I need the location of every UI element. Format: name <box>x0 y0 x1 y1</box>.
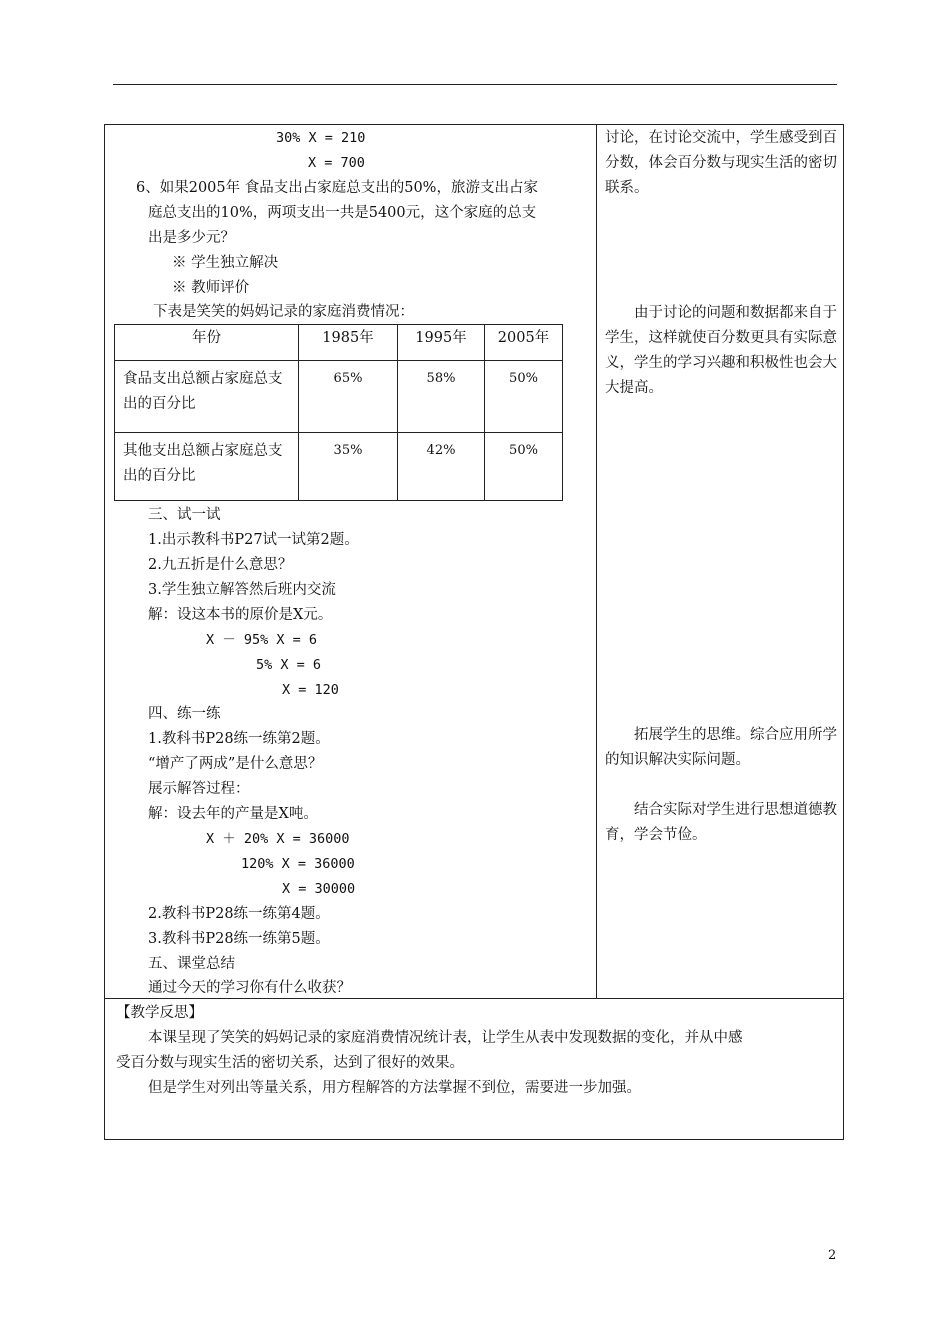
equation-line: 120% X = 36000 <box>241 856 355 872</box>
equation-line: X ＋ 20% X = 36000 <box>206 831 350 847</box>
table-cell: 50% <box>485 361 563 433</box>
equation-line: X = 30000 <box>282 881 356 897</box>
summary-question: 通过今天的学习你有什么收获？ <box>148 980 351 996</box>
column-divider <box>596 124 597 998</box>
section-5-title: 五、课堂总结 <box>148 956 235 972</box>
table-cell: 35% <box>299 433 398 501</box>
design-note: 讨论，在讨论交流中，学生感受到百分数，体会百分数与现实生活的密切联系。 <box>605 130 837 196</box>
table-row-label: 其他支出总额占家庭总支出的百分比 <box>123 443 283 484</box>
table-row-label: 食品支出总额占家庭总支出的百分比 <box>123 371 283 412</box>
table-intro: 下表是笑笑的妈妈记录的家庭消费情况： <box>153 304 414 320</box>
step-review: ※ 教师评价 <box>172 280 250 296</box>
equation-line: 5% X = 6 <box>256 657 322 673</box>
equation-line: X = 120 <box>282 682 339 698</box>
table-row <box>115 361 563 433</box>
list-item: 3.学生独立解答然后班内交流 <box>148 582 336 598</box>
section-3-title: 三、试一试 <box>148 507 221 523</box>
table-header-cell: 1985年 <box>299 325 398 361</box>
list-item: 3.教科书P28练一练第5题。 <box>148 931 330 947</box>
solution-line: 解：设这本书的原价是X元。 <box>148 607 333 623</box>
table-header-cell: 年份 <box>115 325 299 361</box>
table-cell: 42% <box>398 433 485 501</box>
list-item: 2.九五折是什么意思？ <box>148 557 293 573</box>
list-item: 1.教科书P28练一练第2题。 <box>148 731 330 747</box>
design-note: 由于讨论的问题和数据都来自于学生，这样就使百分数更具有实际意义，学生的学习兴趣和积极性也会大大提高。 <box>605 305 837 396</box>
list-item: 2.教科书P28练一练第4题。 <box>148 906 330 922</box>
show-process-line: 展示解答过程： <box>148 781 250 797</box>
section-4-title: 四、练一练 <box>148 706 221 722</box>
step-solve: ※ 学生独立解决 <box>172 255 279 271</box>
table-row <box>115 433 563 501</box>
question-line: “增产了两成”是什么意思？ <box>148 756 323 772</box>
list-item: 1.出示教科书P27试一试第2题。 <box>148 532 359 548</box>
design-note: 拓展学生的思维。综合应用所学的知识解决实际问题。 <box>605 727 837 768</box>
problem-6-text: 6、如果2005年 食品支出占家庭总支出的50%，旅游支出占家 <box>136 180 538 196</box>
table-header-cell: 2005年 <box>485 325 563 361</box>
consumption-table <box>114 324 563 501</box>
reflection-text: 但是学生对列出等量关系，用方程解答的方法掌握不到位，需要进一步加强。 <box>148 1080 641 1096</box>
page-number: 2 <box>828 1248 837 1263</box>
reflection-divider <box>104 998 843 999</box>
reflection-text: 本课呈现了笑笑的妈妈记录的家庭消费情况统计表，让学生从表中发现数据的变化，并从中感 <box>148 1030 743 1046</box>
table-header-cell: 1995年 <box>398 325 485 361</box>
equation-line: X = 700 <box>308 155 365 171</box>
table-header-row <box>115 325 563 361</box>
reflection-title: 【教学反思】 <box>116 1005 203 1021</box>
problem-6-text: 庭总支出的10%，两项支出一共是5400元，这个家庭的总支 <box>148 205 537 221</box>
problem-6-text: 出是多少元？ <box>148 230 235 246</box>
table-cell: 50% <box>485 433 563 501</box>
solution-line: 解：设去年的产量是X吨。 <box>148 806 318 822</box>
equation-line: 30% X = 210 <box>276 130 366 146</box>
header-rule <box>113 84 837 85</box>
design-note: 结合实际对学生进行思想道德教育，学会节俭。 <box>605 802 837 843</box>
reflection-text: 受百分数与现实生活的密切关系，达到了很好的效果。 <box>116 1055 464 1071</box>
table-cell: 65% <box>299 361 398 433</box>
equation-line: X － 95% X = 6 <box>206 632 318 648</box>
table-cell: 58% <box>398 361 485 433</box>
